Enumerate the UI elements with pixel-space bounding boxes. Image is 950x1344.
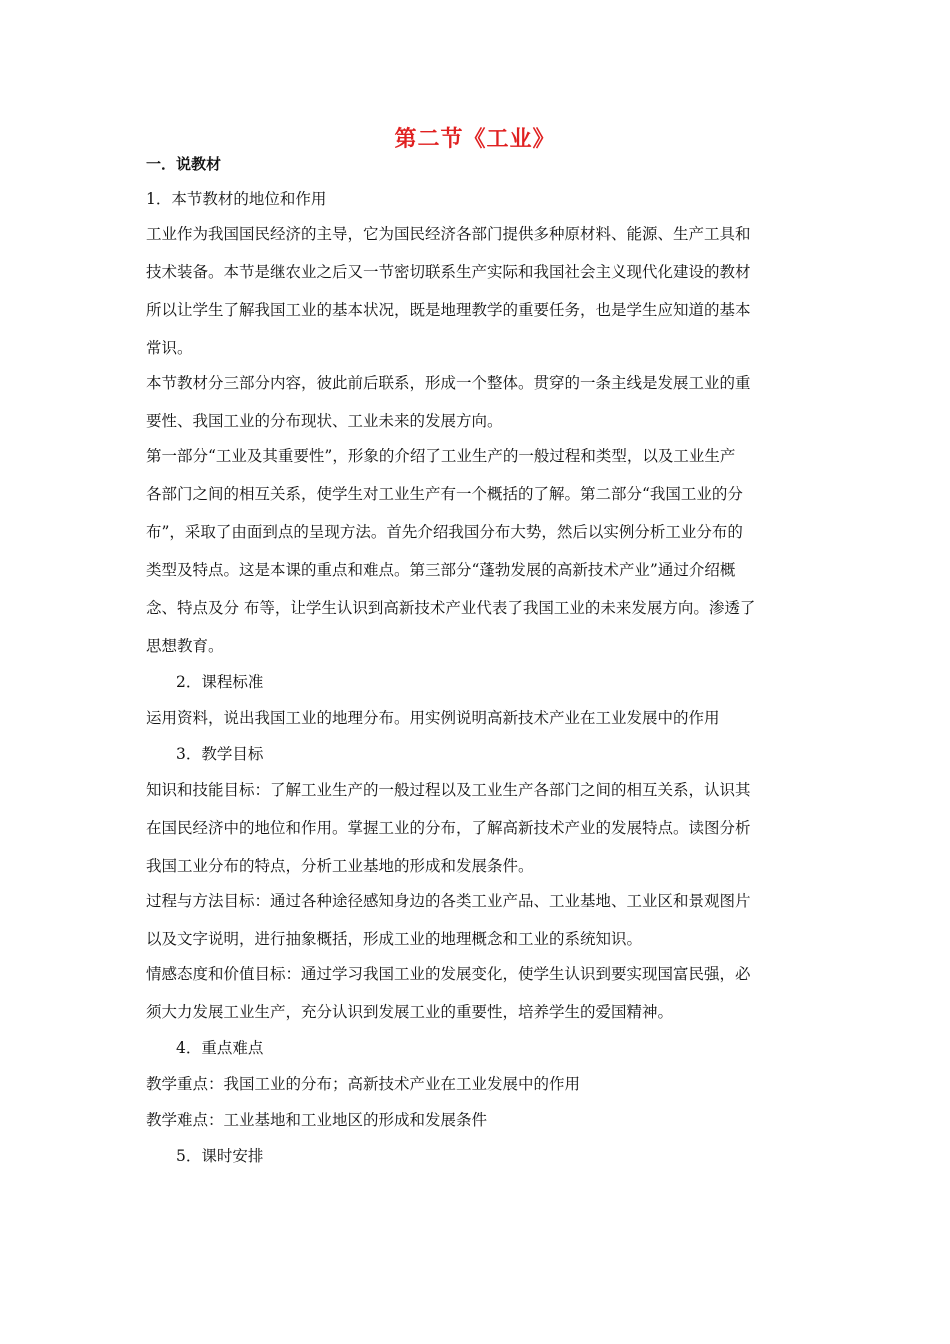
paragraph-line: 以及文字说明，进行抽象概括，形成工业的地理概念和工业的系统知识。 xyxy=(146,930,643,948)
paragraph-process-goals xyxy=(146,889,810,951)
document-title: 第二节《工业》 xyxy=(394,127,556,152)
paragraph-line: 类型及特点。这是本课的重点和难点。第三部分“蓬勃发展的高新技术产业”通过介绍概 xyxy=(146,561,736,579)
document-body xyxy=(146,152,810,1168)
paragraph-line: 念、特点及分 布等，让学生认识到高新技术产业代表了我国工业的未来发展方向。渗透了 xyxy=(146,599,756,617)
paragraph-parts xyxy=(146,444,810,658)
paragraph-line: 要性、我国工业的分布现状、工业未来的发展方向。 xyxy=(146,412,503,430)
paragraph-line: 各部门之间的相互关系，使学生对工业生产有一个概括的了解。第二部分“我国工业的分 xyxy=(146,485,743,503)
paragraph-knowledge-goals xyxy=(146,778,810,878)
subsection-heading-goals: 3．教学目标 xyxy=(176,745,264,763)
subsection-heading-position: 1．本节教材的地位和作用 xyxy=(146,190,327,208)
paragraph-line: 第一部分“工业及其重要性”，形象的介绍了工业生产的一般过程和类型，以及工业生产 xyxy=(146,447,736,465)
paragraph-line: 知识和技能目标：了解工业生产的一般过程以及工业生产各部门之间的相互关系，认识其 xyxy=(146,781,751,799)
paragraph-line: 布”，采取了由面到点的呈现方法。首先介绍我国分布大势，然后以实例分析工业分布的 xyxy=(146,523,743,541)
paragraph-standard: 运用资料，说出我国工业的地理分布。用实例说明高新技术产业在工业发展中的作用 xyxy=(146,709,720,727)
paragraph-line: 我国工业分布的特点，分析工业基地的形成和发展条件。 xyxy=(146,857,534,875)
paragraph-line: 技术装备。本节是继农业之后又一节密切联系生产实际和我国社会主义现代化建设的教材 xyxy=(146,263,751,281)
paragraph-line: 所以让学生了解我国工业的基本状况，既是地理教学的重要任务，也是学生应知道的基本 xyxy=(146,301,751,319)
paragraph-line: 常识。 xyxy=(146,339,193,357)
subsection-heading-key-points: 4．重点难点 xyxy=(176,1039,264,1057)
paragraph-key-point: 教学重点：我国工业的分布；高新技术产业在工业发展中的作用 xyxy=(146,1075,581,1093)
section-heading: 一．说教材 xyxy=(146,155,222,173)
paragraph-attitude-goals xyxy=(146,962,810,1024)
paragraph-line: 本节教材分三部分内容，彼此前后联系，形成一个整体。贯穿的一条主线是发展工业的重 xyxy=(146,374,751,392)
paragraph-line: 在国民经济中的地位和作用。掌握工业的分布，了解高新技术产业的发展特点。读图分析 xyxy=(146,819,751,837)
paragraph-line: 须大力发展工业生产，充分认识到发展工业的重要性，培养学生的爱国精神。 xyxy=(146,1003,674,1021)
paragraph-line: 情感态度和价值目标：通过学习我国工业的发展变化，使学生认识到要实现国富民强，必 xyxy=(146,965,751,983)
subsection-heading-standard: 2．课程标准 xyxy=(176,673,264,691)
paragraph-line: 过程与方法目标：通过各种途径感知身边的各类工业产品、工业基地、工业区和景观图片 xyxy=(146,892,751,910)
paragraph-difficulty: 教学难点：工业基地和工业地区的形成和发展条件 xyxy=(146,1111,488,1129)
paragraph-line: 思想教育。 xyxy=(146,637,224,655)
subsection-heading-schedule: 5．课时安排 xyxy=(176,1147,264,1165)
paragraph-structure xyxy=(146,371,810,433)
paragraph-intro xyxy=(146,222,810,360)
paragraph-line: 工业作为我国国民经济的主导，它为国民经济各部门提供多种原材料、能源、生产工具和 xyxy=(146,225,751,243)
